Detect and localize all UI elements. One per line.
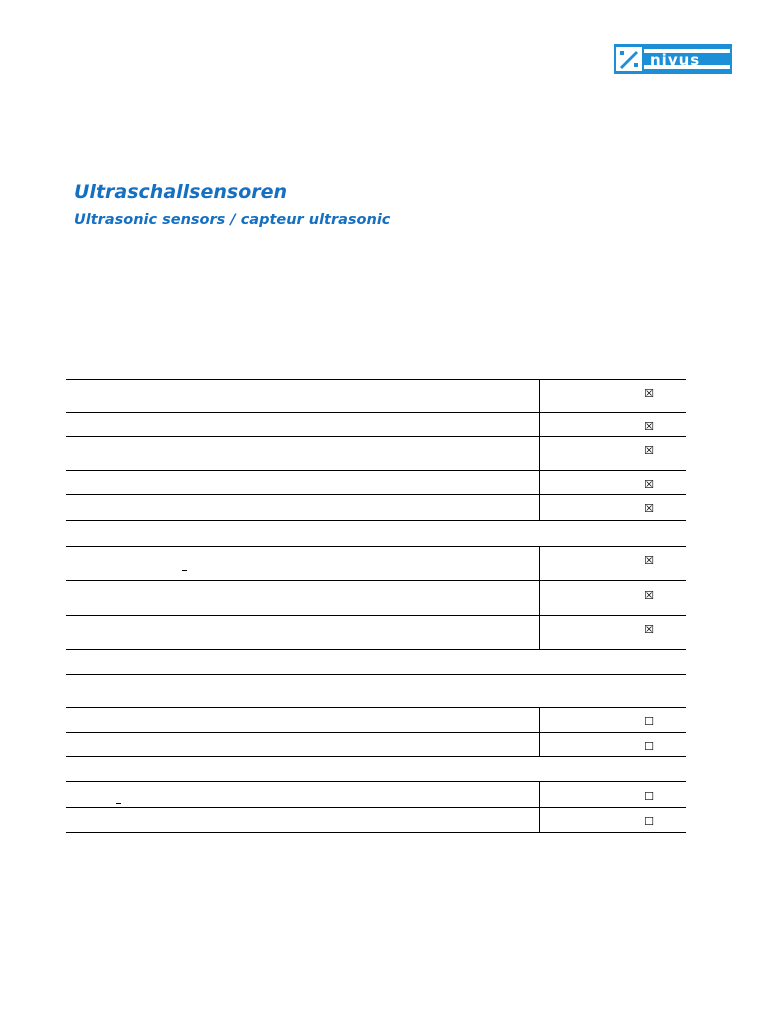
checkbox-checked[interactable]: ☒ — [644, 478, 654, 491]
table-rule — [66, 807, 686, 808]
table-rule — [66, 832, 686, 833]
checkbox-unchecked[interactable]: ☐ — [644, 815, 654, 828]
table-rule — [66, 494, 686, 495]
table-rule — [66, 580, 686, 581]
logo-wordmark: nivus — [650, 51, 701, 69]
table-rule — [66, 470, 686, 471]
underscore-mark — [182, 570, 187, 571]
table-rule — [66, 707, 686, 708]
column-divider — [539, 546, 540, 649]
table-rule — [66, 546, 686, 547]
table-rule — [66, 781, 686, 782]
table-rule — [66, 379, 686, 380]
table-rule — [66, 732, 686, 733]
table-rule — [66, 436, 686, 437]
table-rule — [66, 674, 686, 675]
underscore-mark — [116, 803, 121, 804]
checkbox-unchecked[interactable]: ☐ — [644, 715, 654, 728]
table-rule — [66, 615, 686, 616]
checkbox-unchecked[interactable]: ☐ — [644, 790, 654, 803]
table-rule — [66, 756, 686, 757]
table-rule — [66, 412, 686, 413]
column-divider — [539, 781, 540, 832]
column-divider — [539, 707, 540, 756]
checkbox-unchecked[interactable]: ☐ — [644, 740, 654, 753]
checkbox-checked[interactable]: ☒ — [644, 444, 654, 457]
checkbox-checked[interactable]: ☒ — [644, 502, 654, 515]
column-divider — [539, 379, 540, 520]
checkbox-checked[interactable]: ☒ — [644, 387, 654, 400]
checkbox-checked[interactable]: ☒ — [644, 623, 654, 636]
checkbox-checked[interactable]: ☒ — [644, 589, 654, 602]
checklist-table — [66, 0, 686, 1024]
checkbox-checked[interactable]: ☒ — [644, 420, 654, 433]
table-rule — [66, 649, 686, 650]
checkbox-checked[interactable]: ☒ — [644, 554, 654, 567]
page-subtitle: Ultrasonic sensors / capteur ultrasonic — [74, 212, 391, 228]
page-title: Ultraschallsensoren — [74, 181, 288, 203]
table-rule — [66, 520, 686, 521]
